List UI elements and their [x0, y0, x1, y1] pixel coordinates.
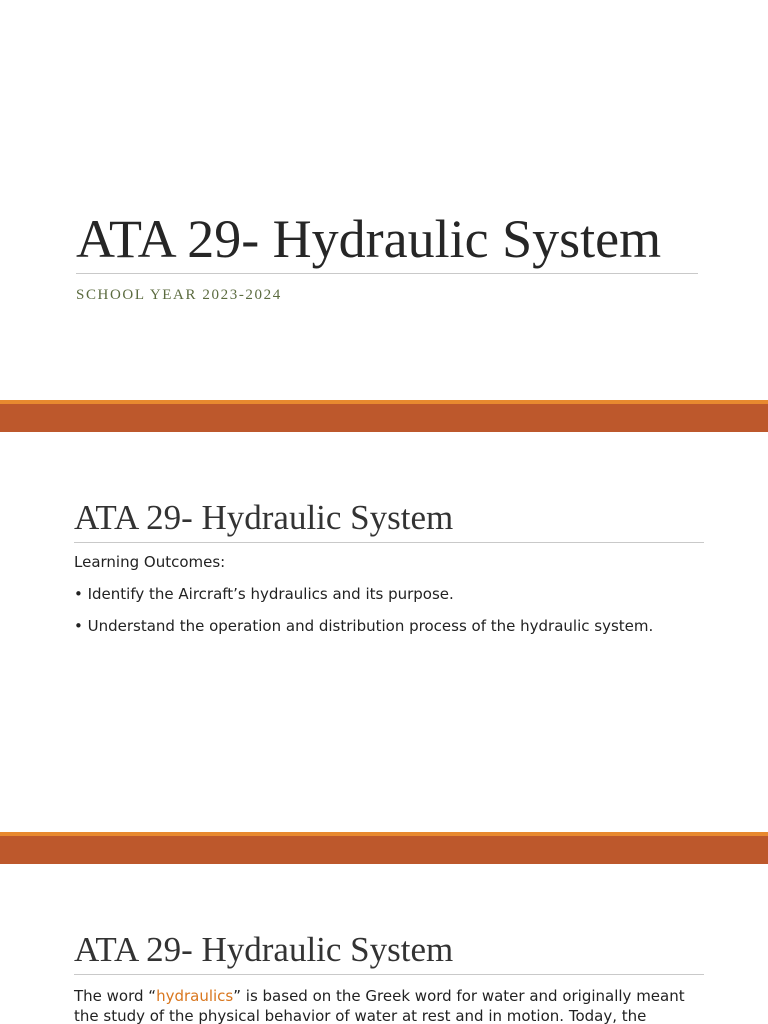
- title-underline: [76, 273, 698, 274]
- slide-title: ATA 29- Hydraulic System: [76, 209, 662, 269]
- slide-divider: [0, 832, 768, 864]
- paragraph-text: ” is based on the Greek word for water and originally meant: [233, 987, 685, 1005]
- slide-subtitle: SCHOOL YEAR 2023-2024: [76, 287, 282, 303]
- title-slide: [0, 0, 768, 400]
- paragraph-text: The word “: [74, 987, 157, 1005]
- highlighted-term: hydraulics: [156, 987, 234, 1005]
- title-underline: [74, 974, 704, 975]
- learning-outcomes-slide: [0, 432, 768, 832]
- paragraph-line: the study of the physical behavior of water at rest and in motion. Today, the: [74, 1007, 647, 1024]
- learning-outcomes-heading: Learning Outcomes:: [74, 553, 226, 571]
- bullet-item: • Understand the operation and distribution process of the hydraulic system.: [74, 617, 654, 635]
- slide-title: ATA 29- Hydraulic System: [74, 498, 454, 537]
- body-paragraph: [74, 986, 714, 1024]
- hydraulics-intro-slide: [0, 864, 768, 1024]
- slide-divider: [0, 400, 768, 432]
- bullet-item: • Identify the Aircraft’s hydraulics and its purpose.: [74, 585, 454, 603]
- paragraph-line: [74, 986, 714, 1006]
- title-underline: [74, 542, 704, 543]
- slide-title: ATA 29- Hydraulic System: [74, 930, 454, 969]
